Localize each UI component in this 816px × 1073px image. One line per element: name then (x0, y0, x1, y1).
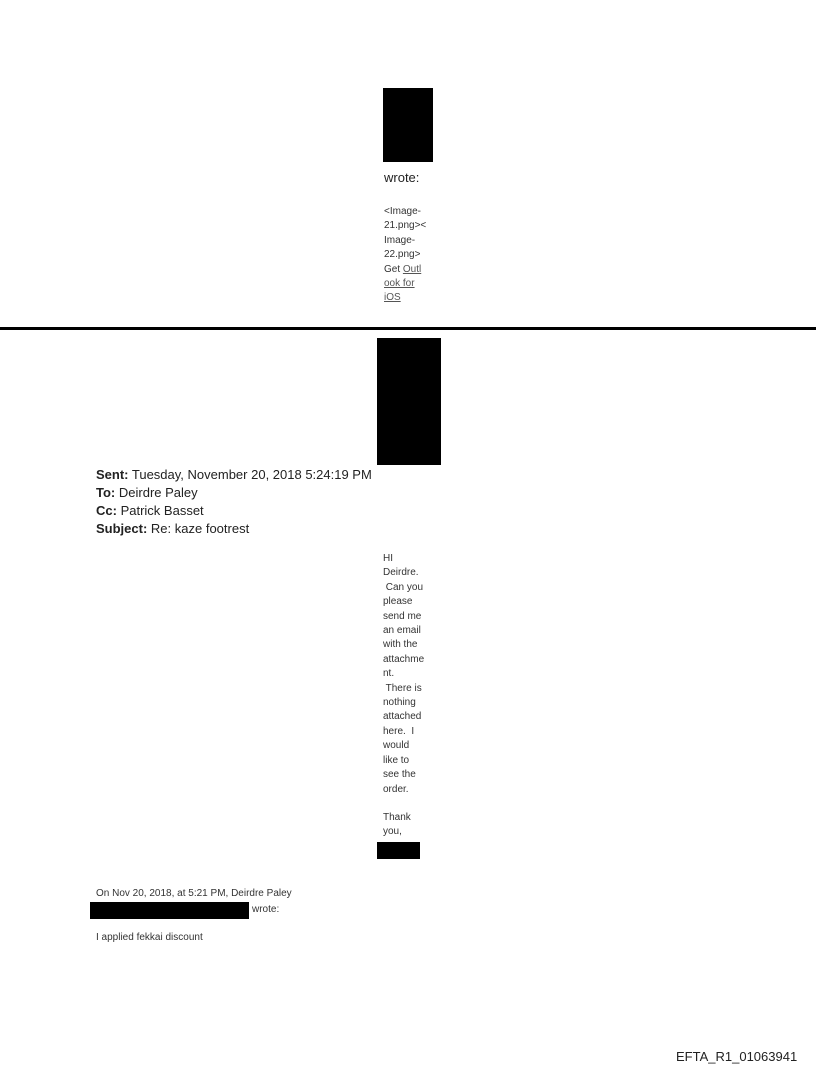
body-line: nt. (383, 668, 395, 680)
to-row (96, 484, 198, 502)
outlook-ios-link[interactable]: iOS (384, 292, 401, 304)
body-line: order. (383, 783, 409, 795)
subject-row (96, 520, 249, 538)
body-line: would (383, 740, 410, 752)
quoted-message: I applied fekkai discount (96, 932, 203, 943)
outlook-ios-link[interactable]: Outl (402, 263, 422, 275)
top-wrote-text: wrote: (384, 170, 420, 185)
sent-row (96, 466, 372, 484)
subject-value: Re: kaze footrest (150, 521, 250, 536)
sent-label: Sent: (96, 467, 129, 482)
cc-label: Cc: (96, 503, 117, 518)
body-line: please (383, 596, 413, 608)
redaction-block-email (90, 902, 249, 919)
quoted-wrote: wrote: (252, 904, 280, 915)
redaction-block-signature (377, 842, 420, 859)
body-line: an email (383, 625, 421, 637)
to-label: To: (96, 485, 116, 500)
document-id: EFTA_R1_01063941 (676, 1049, 798, 1064)
cc-row (96, 502, 204, 520)
attachment-line: Image- (384, 234, 416, 246)
closing-line: Thank (383, 811, 411, 823)
body-line: nothing (383, 697, 416, 709)
body-line: like to (383, 754, 410, 766)
body-line: with the (383, 639, 418, 651)
body-line: see the (383, 769, 416, 781)
attachment-line: 22.png> (384, 249, 421, 261)
message-divider (0, 327, 816, 330)
cc-value: Patrick Basset (120, 503, 204, 518)
body-line: attachme (383, 653, 425, 665)
outlook-ios-link[interactable]: ook for (384, 278, 415, 290)
closing-line: you, (383, 826, 402, 838)
body-line: Deirdre. (383, 567, 419, 579)
to-value: Deirdre Paley (118, 485, 198, 500)
get-outlook-line (384, 263, 426, 277)
body-line: Can you (383, 581, 424, 593)
redaction-block-sender (377, 338, 441, 465)
top-attachments (384, 205, 426, 306)
body-line: There is (383, 682, 422, 694)
redaction-block-top (383, 88, 433, 162)
subject-label: Subject: (96, 521, 148, 536)
body-line: HI (383, 553, 393, 564)
sent-value: Tuesday, November 20, 2018 5:24:19 PM (131, 467, 372, 482)
get-prefix: Get (384, 263, 403, 275)
quoted-intro: On Nov 20, 2018, at 5:21 PM, Deirdre Paley (96, 888, 292, 899)
message-body (383, 552, 425, 838)
body-line: send me (383, 610, 422, 622)
body-line: attached (383, 711, 422, 723)
attachment-line: 21.png>< (384, 220, 427, 232)
attachment-line: <Image- (384, 206, 421, 217)
body-line: here. I (383, 725, 415, 737)
